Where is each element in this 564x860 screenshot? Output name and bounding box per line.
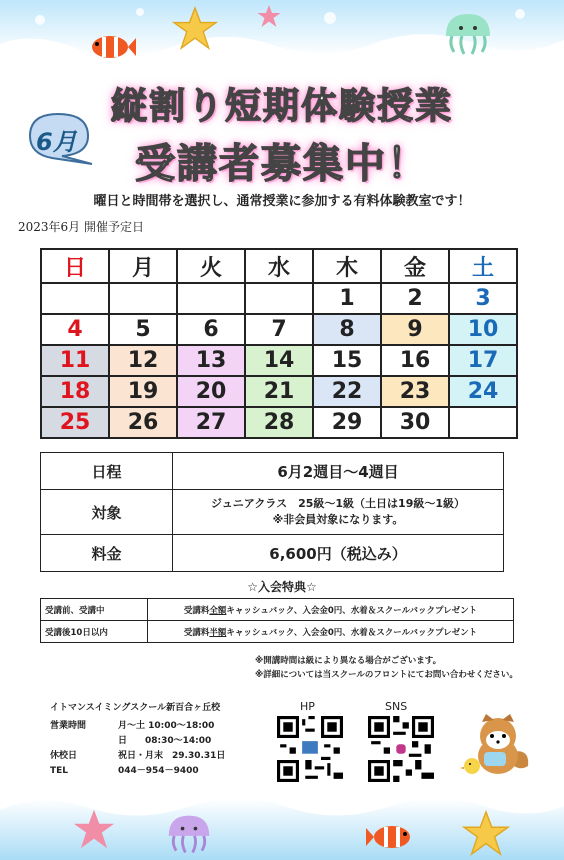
calendar-day: 29 xyxy=(313,407,381,438)
schedule-label: 日程 xyxy=(41,453,173,490)
closed-value: 祝日・月末 29.30.31日 xyxy=(118,751,226,761)
hours-weekday: 月～土 10:00～18:00 xyxy=(118,721,215,731)
benefit-title: ☆入会特典☆ xyxy=(247,580,317,594)
calendar-day: 6 xyxy=(177,314,245,345)
calendar-day xyxy=(109,283,177,314)
tel-label: TEL xyxy=(50,766,69,776)
schedule-value: 6月2週目～4週目 xyxy=(173,453,504,490)
hours-sunday: 日 08:30～14:00 xyxy=(118,736,212,746)
tel-value: 044－954－9400 xyxy=(118,766,199,776)
weekday-sat: 土 xyxy=(449,249,517,283)
hours-label: 営業時間 xyxy=(50,721,87,731)
calendar-week-row xyxy=(41,283,517,314)
benefit-row xyxy=(41,599,514,621)
starfish-icon xyxy=(462,810,510,856)
weekday-tue: 火 xyxy=(177,249,245,283)
calendar-day: 24 xyxy=(449,376,517,407)
calendar-day: 2 xyxy=(381,283,449,314)
fee-value: 6,600円（税込み） xyxy=(173,535,504,572)
benefit-text: キャッシュバック、入会金0円、水着＆スクールバックプレゼント xyxy=(226,627,478,638)
calendar-day: 23 xyxy=(381,376,449,407)
calendar-day: 14 xyxy=(245,345,313,376)
hp-label: HP xyxy=(300,700,315,713)
note-line: ※開講時間は級により異なる場合がございます。 xyxy=(255,656,442,666)
benefit-highlight: 半額 xyxy=(209,627,227,638)
benefit-text: 受講料 xyxy=(183,627,210,638)
main-title: 縦割り短期体験授業 xyxy=(110,86,453,127)
raccoon-mascot-icon xyxy=(460,712,532,778)
weekday-mon: 月 xyxy=(109,249,177,283)
school-info xyxy=(50,700,225,779)
starfish-icon xyxy=(256,4,282,28)
calendar xyxy=(40,248,518,439)
calendar-day: 25 xyxy=(41,407,109,438)
benefit-label: 受講後10日以内 xyxy=(41,621,148,643)
sns-label: SNS xyxy=(385,700,408,713)
weekday-wed: 水 xyxy=(245,249,313,283)
calendar-day: 12 xyxy=(109,345,177,376)
calendar-day xyxy=(449,407,517,438)
clownfish-icon xyxy=(366,822,414,852)
calendar-day: 30 xyxy=(381,407,449,438)
fee-row xyxy=(41,535,504,572)
calendar-header-row xyxy=(41,249,517,283)
benefit-highlight: 全額 xyxy=(209,605,227,616)
weekday-fri: 金 xyxy=(381,249,449,283)
benefit-value xyxy=(148,599,514,621)
calendar-day: 20 xyxy=(177,376,245,407)
calendar-day xyxy=(245,283,313,314)
jellyfish-icon xyxy=(162,812,216,858)
calendar-day: 1 xyxy=(313,283,381,314)
calendar-day: 9 xyxy=(381,314,449,345)
weekday-sun: 日 xyxy=(41,249,109,283)
calendar-day: 8 xyxy=(313,314,381,345)
benefit-value xyxy=(148,621,514,643)
calendar-week-row xyxy=(41,314,517,345)
target-note-text: ※非会員対象になります。 xyxy=(272,513,404,526)
calendar-day xyxy=(41,283,109,314)
calendar-week-row xyxy=(41,376,517,407)
calendar-day: 19 xyxy=(109,376,177,407)
target-class-text: ジュニアクラス 25級～1級（土日は19級～1級） xyxy=(210,497,466,510)
benefit-table xyxy=(40,598,514,643)
calendar-day: 27 xyxy=(177,407,245,438)
calendar-day: 10 xyxy=(449,314,517,345)
target-label: 対象 xyxy=(41,490,173,535)
calendar-day: 16 xyxy=(381,345,449,376)
schedule-row xyxy=(41,453,504,490)
target-row xyxy=(41,490,504,535)
sub-title: 受講者募集中！ xyxy=(135,141,429,187)
target-value xyxy=(173,490,504,535)
calendar-day: 7 xyxy=(245,314,313,345)
date-note: 2023年6月 開催予定日 xyxy=(18,220,144,234)
calendar-day: 4 xyxy=(41,314,109,345)
info-table xyxy=(40,452,504,572)
fee-label: 料金 xyxy=(41,535,173,572)
calendar-week-row xyxy=(41,407,517,438)
weekday-thu: 木 xyxy=(313,249,381,283)
calendar-day: 11 xyxy=(41,345,109,376)
starfish-icon xyxy=(72,808,116,850)
closed-label: 休校日 xyxy=(50,751,78,761)
note-line: ※詳細については当スクールのフロントにてお問い合わせください。 xyxy=(255,670,518,680)
month-badge: 6月 xyxy=(36,128,77,156)
calendar-day xyxy=(177,283,245,314)
benefit-text: キャッシュバック、入会金0円、水着＆スクールバックプレゼント xyxy=(226,605,478,616)
calendar-day: 26 xyxy=(109,407,177,438)
jellyfish-icon xyxy=(440,10,496,60)
calendar-day: 13 xyxy=(177,345,245,376)
calendar-day: 21 xyxy=(245,376,313,407)
calendar-day: 5 xyxy=(109,314,177,345)
calendar-day: 3 xyxy=(449,283,517,314)
calendar-day: 15 xyxy=(313,345,381,376)
school-name: イトマンスイミングスクール新百合ヶ丘校 xyxy=(50,703,221,713)
benefit-text: 受講料 xyxy=(183,605,210,616)
benefit-label: 受講前、受講中 xyxy=(41,599,148,621)
calendar-week-row xyxy=(41,345,517,376)
calendar-day: 22 xyxy=(313,376,381,407)
calendar-day: 18 xyxy=(41,376,109,407)
notes xyxy=(255,654,518,682)
benefit-row xyxy=(41,621,514,643)
calendar-day: 28 xyxy=(245,407,313,438)
starfish-icon xyxy=(172,6,218,50)
calendar-day: 17 xyxy=(449,345,517,376)
description: 曜日と時間帯を選択し、通常授業に参加する有料体験教室です！ xyxy=(93,194,471,209)
clownfish-icon xyxy=(88,32,136,62)
